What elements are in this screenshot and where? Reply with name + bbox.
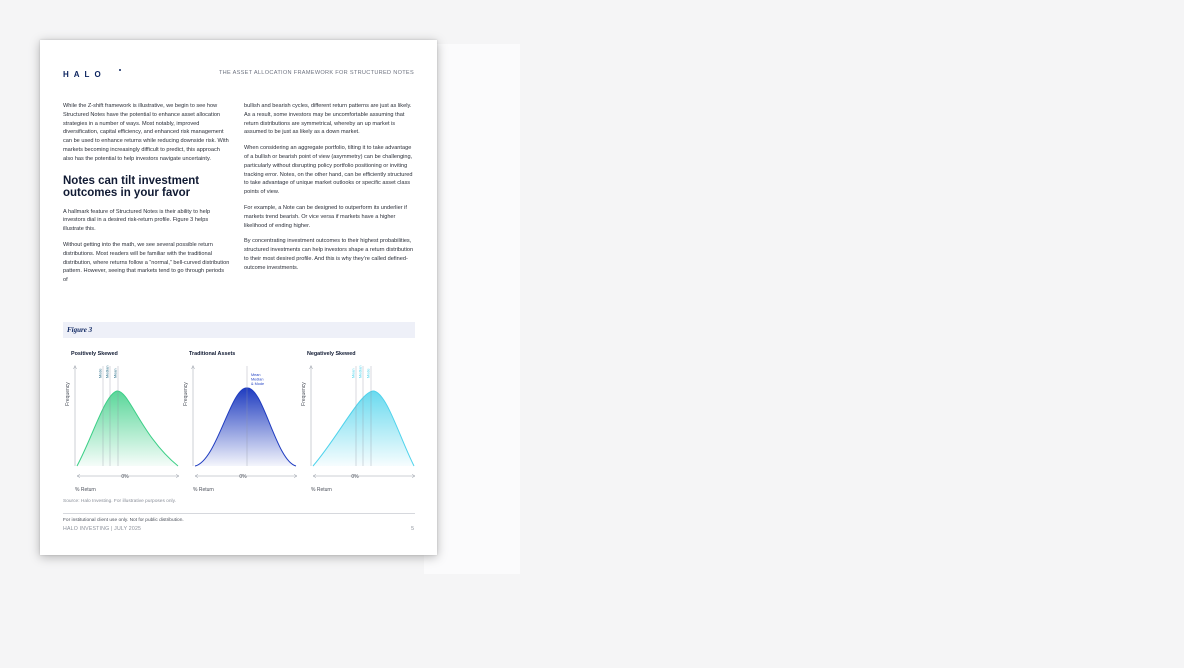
paragraph: Without getting into the math, we see several possible return distributions. Most readers will be familiar with the traditional distribution, where returns follow a “normal,” bell-curved distribution pattern. However, seeing that markets tend to go through periods of: [63, 241, 230, 284]
x-axis-label: % Return: [75, 487, 96, 493]
running-header: THE ASSET ALLOCATION FRAMEWORK FOR STRUCTURED NOTES: [218, 70, 414, 76]
y-axis-label: Frequency: [301, 382, 307, 406]
distribution-area: [313, 391, 414, 466]
distribution-charts: [63, 346, 416, 496]
paragraph: By concentrating investment outcomes to their highest probabilities, structured investments can help investors shape a return distribution to their most desired profile. And this is why they’re called defined-outcome investments.: [244, 238, 414, 271]
paragraph: When considering an aggregate portfolio, tilting it to take advantage of a bullish or bearish point of view (asymmetry) can be challenging, particularly without disrupting policy portfolio positioning or inviting tracking error. Notes, on the other hand, can be efficiently structured to take advantage of unique market outlooks or specific asset class points of view.: [244, 145, 413, 196]
marker-label: Mode: [98, 368, 103, 378]
x-tick-label: 0%: [351, 474, 359, 480]
halo-logo: HALO: [63, 70, 106, 79]
right-column: [244, 102, 416, 280]
x-axis-label: % Return: [311, 487, 332, 493]
distribution-area: [195, 388, 296, 466]
y-axis-label: Frequency: [65, 382, 71, 406]
marker-label: Mean: [251, 373, 261, 377]
marker-label: & Mode: [251, 382, 265, 387]
x-tick-label: 0%: [121, 474, 129, 480]
y-axis-label: Frequency: [183, 382, 189, 406]
chart-title: Traditional Assets: [189, 351, 236, 357]
page-number: 5: [411, 526, 414, 532]
marker-label: Mode: [366, 368, 371, 378]
marker-label: Median: [358, 365, 363, 378]
distribution-area: [77, 391, 178, 466]
chart-title: Positively Skewed: [71, 351, 118, 357]
footer-divider: [63, 513, 415, 514]
footer-publisher: HALO INVESTING | JULY 2025: [63, 526, 142, 532]
figure-label: Figure 3: [67, 326, 93, 334]
logo-dot-icon: [119, 69, 121, 71]
paragraph: While the Z-shift framework is illustrative, we begin to see how Structured Notes have the potential to enhance asset allocation strategies in a number of ways. Most notably, improved diversification, capital efficiency, and enhanced risk management can be used to enhance returns while reducing downside risk. With markets becoming increasingly difficult to predict, this approach also has the potential to help investors navigate uncertainty.: [63, 103, 229, 162]
section-heading: Notes can tilt investment outcomes in your favor: [63, 174, 200, 200]
figure-source: Source: Halo Investing. For illustrative purposes only.: [63, 499, 176, 504]
left-column: [63, 102, 230, 292]
figure-label-bar: [63, 322, 415, 338]
chart-title: Negatively Skewed: [307, 351, 356, 357]
paragraph: A hallmark feature of Structured Notes is their ability to help investors dial in a desired risk-return profile. Figure 3 helps illustrate this.: [63, 208, 211, 233]
marker-label: Mean: [113, 368, 118, 378]
x-tick-label: 0%: [239, 474, 247, 480]
marker-label: Median: [105, 365, 110, 378]
background-page-shadow: [424, 44, 520, 574]
x-axis-label: % Return: [193, 487, 214, 493]
footer-note: For institutional client use only. Not for public distribution.: [63, 518, 184, 523]
paragraph: bullish and bearish cycles, different return patterns are just as likely. As a result, some investors may be uncomfortable assuming that return distributions are symmetrical, whereby an up market is assumed to be just as likely as a down market.: [244, 103, 412, 136]
paragraph: For example, a Note can be designed to outperform its underlier if markets trend bearish. Or vice versa if markets have a higher likelihood of ending higher.: [244, 204, 407, 229]
document-page: [40, 40, 437, 555]
marker-label: Median: [251, 377, 264, 382]
marker-label: Mean: [351, 368, 356, 378]
